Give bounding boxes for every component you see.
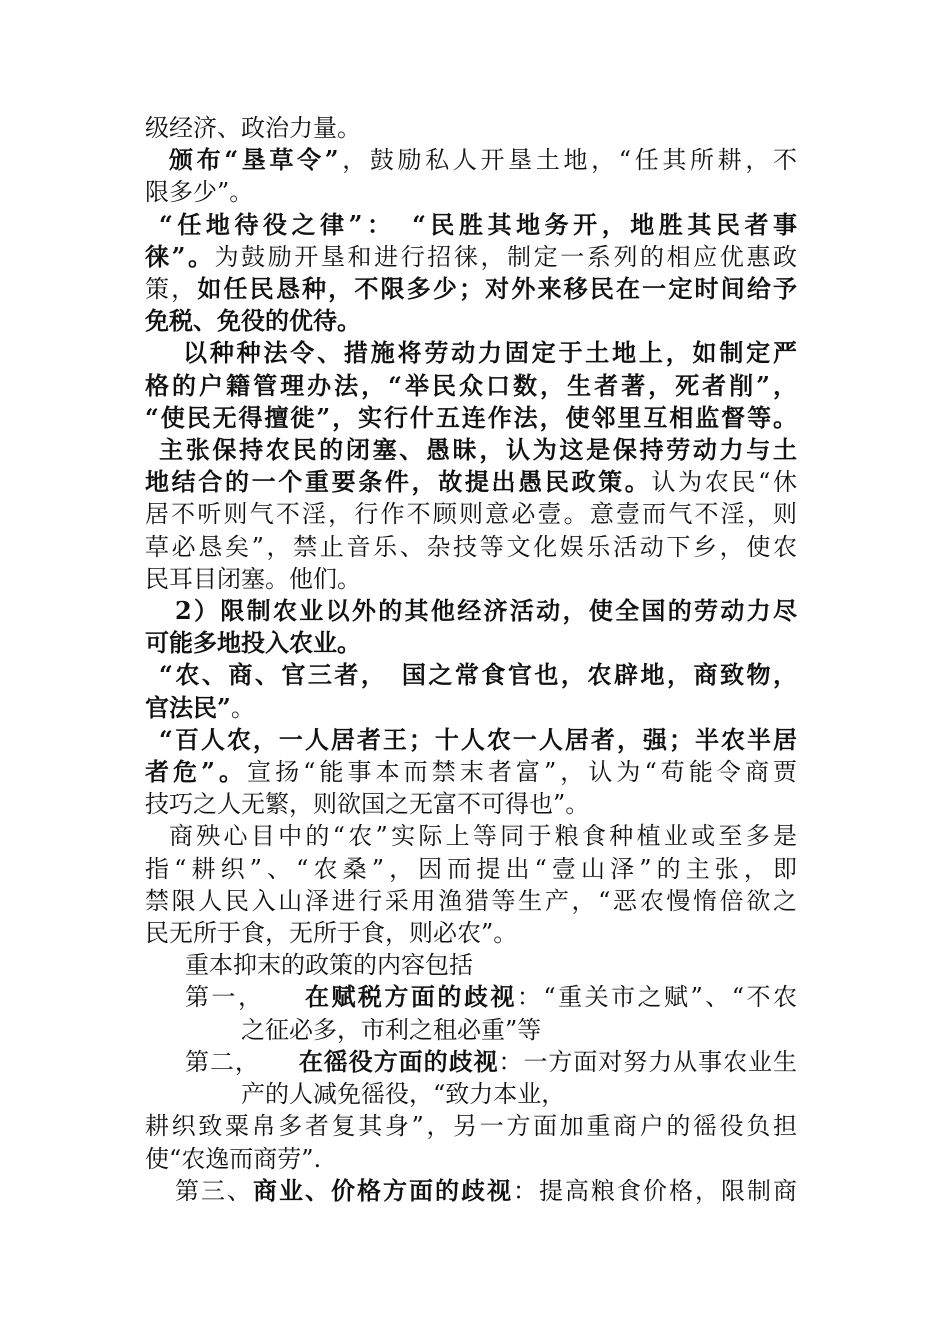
bold-run: “农、商、官三者， 国之常食官也，农辟地，商致物， <box>159 660 797 690</box>
text-run: 民耳目闭塞。他们。 <box>145 564 361 593</box>
paragraph-line <box>145 1078 797 1110</box>
paragraph-line <box>145 273 797 305</box>
text-run: 级经济、政治力量。 <box>145 114 361 142</box>
paragraph-line <box>145 756 797 788</box>
bold-run: 商业、价格方面的歧视 <box>253 1175 513 1205</box>
paragraph-line <box>145 241 797 273</box>
bold-run: 可能多地投入农业。 <box>145 628 361 658</box>
bold-run: 者危”。 <box>145 757 248 787</box>
text-run: ，鼓励私人开垦土地，“任其所耕，不 <box>338 146 797 175</box>
paragraph-line <box>145 144 797 176</box>
text-run: 限多少”。 <box>145 178 254 207</box>
text-run: 第二， <box>185 1047 260 1076</box>
text-run: 策， <box>145 275 198 304</box>
bold-run: 地结合的一个重要条件，故提出愚民政策。 <box>145 467 652 497</box>
bold-run: 主张保持农民的闭塞、愚昧，认为这是保持劳动力与土 <box>159 435 797 465</box>
bold-run: “任地待役之律”： “民胜其地务开，地胜其民者事 <box>159 209 797 239</box>
bold-run: 以种种法令、措施将劳动力固定于土地上，如制定严 <box>183 338 797 368</box>
paragraph-line <box>145 853 797 885</box>
paragraph-line <box>145 1175 797 1207</box>
text-run: ：提高粮食价格，限制商 <box>513 1176 797 1205</box>
paragraph-line <box>145 531 797 563</box>
paragraph-line <box>145 370 797 402</box>
bold-run: 免税、免役的优待。 <box>145 306 361 336</box>
text-run: 使“农逸而商劳”. <box>145 1144 322 1173</box>
paragraph-line <box>145 176 797 208</box>
paragraph-line <box>145 820 797 852</box>
paragraph-line <box>145 402 797 434</box>
text-run: 技巧之人无繁，则欲国之无富不可得也”。 <box>145 790 590 819</box>
text-run: ：“重关市之赋”、“不农 <box>516 983 798 1012</box>
paragraph-line <box>145 1110 797 1142</box>
paragraph-line <box>145 724 797 756</box>
text-run: 民无所于食，无所于食，则必农”。 <box>145 919 518 948</box>
bold-run: 在徭役方面的歧视 <box>297 1046 499 1076</box>
text-run: 宣扬“能事本而禁末者富”，认为“苟能令商贾 <box>247 758 797 787</box>
text-run: 。 <box>230 693 255 722</box>
text-run: ：一方面对努力从事农业生 <box>498 1047 798 1076</box>
text-run: 商殃心目中的“农”实际上等同于粮食种植业或至多是 <box>169 822 797 851</box>
paragraph-line <box>145 434 797 466</box>
paragraph-line <box>145 627 797 659</box>
bold-run: “使民无得擅徙”，实行什五连作法，使邻里互相监督等。 <box>145 402 797 432</box>
paragraph-line <box>145 466 797 498</box>
text-run: 重本抑末的政策的内容包括 <box>185 951 473 980</box>
document-page <box>145 112 797 1207</box>
paragraph-line <box>145 112 797 144</box>
paragraph-line <box>145 981 797 1013</box>
bold-run: 格的户籍管理办法，“举民众口数，生者著，死者削”， <box>145 370 797 400</box>
paragraph-line <box>145 885 797 917</box>
paragraph-line <box>145 337 797 369</box>
paragraph-line <box>145 788 797 820</box>
text-run: 为鼓励开垦和进行招徕，制定一系列的相应优惠政 <box>214 242 797 271</box>
paragraph-line <box>145 1014 797 1046</box>
text-run: 禁限人民入山泽进行采用渔猎等生产，“恶农慢惰倍欲之 <box>145 886 797 915</box>
paragraph-line <box>145 305 797 337</box>
text-run: 第三、 <box>175 1176 253 1205</box>
text-run: 之征必多，市利之租必重”等 <box>241 1015 542 1044</box>
bold-run: 2）限制农业以外的其他经济活动，使全国的劳动力尽 <box>175 596 797 626</box>
paragraph-line <box>145 659 797 691</box>
paragraph-line <box>145 917 797 949</box>
paragraph-line <box>145 692 797 724</box>
paragraph-line <box>145 1046 797 1078</box>
paragraph-line <box>145 1143 797 1175</box>
paragraph-line <box>145 498 797 530</box>
text-run: 耕织致粟帛多者复其身”，另一方面加重商户的徭役负担 <box>145 1112 797 1141</box>
bold-run: 官法民” <box>145 692 231 722</box>
text-run: 第一， <box>185 983 265 1012</box>
bold-run: 如任民恳种，不限多少；对外来移民在一定时间给予 <box>197 274 798 304</box>
bold-run: 徕”。 <box>145 241 215 271</box>
bold-run: 在赋税方面的歧视 <box>302 982 517 1012</box>
paragraph-line <box>145 209 797 241</box>
text-run: 产的人减免徭役，“致力本业， <box>241 1080 566 1109</box>
paragraph-line <box>145 595 797 627</box>
paragraph-line <box>145 563 797 595</box>
bold-run: 颁布“垦草令” <box>169 145 339 175</box>
text-run: 草必恳矣”，禁止音乐、杂技等文化娱乐活动下乡，使农 <box>145 532 797 561</box>
bold-run: “百人农，一人居者王；十人农一人居者，强；半农半居 <box>159 724 797 754</box>
text-run: 认为农民“休 <box>651 468 797 497</box>
text-run: 居不听则气不淫，行作不顾则意必壹。意壹而气不淫，则 <box>145 500 797 529</box>
paragraph-line <box>145 949 797 981</box>
text-run: 指“耕织”、“农桑”，因而提出“壹山泽”的主张，即 <box>145 854 797 883</box>
